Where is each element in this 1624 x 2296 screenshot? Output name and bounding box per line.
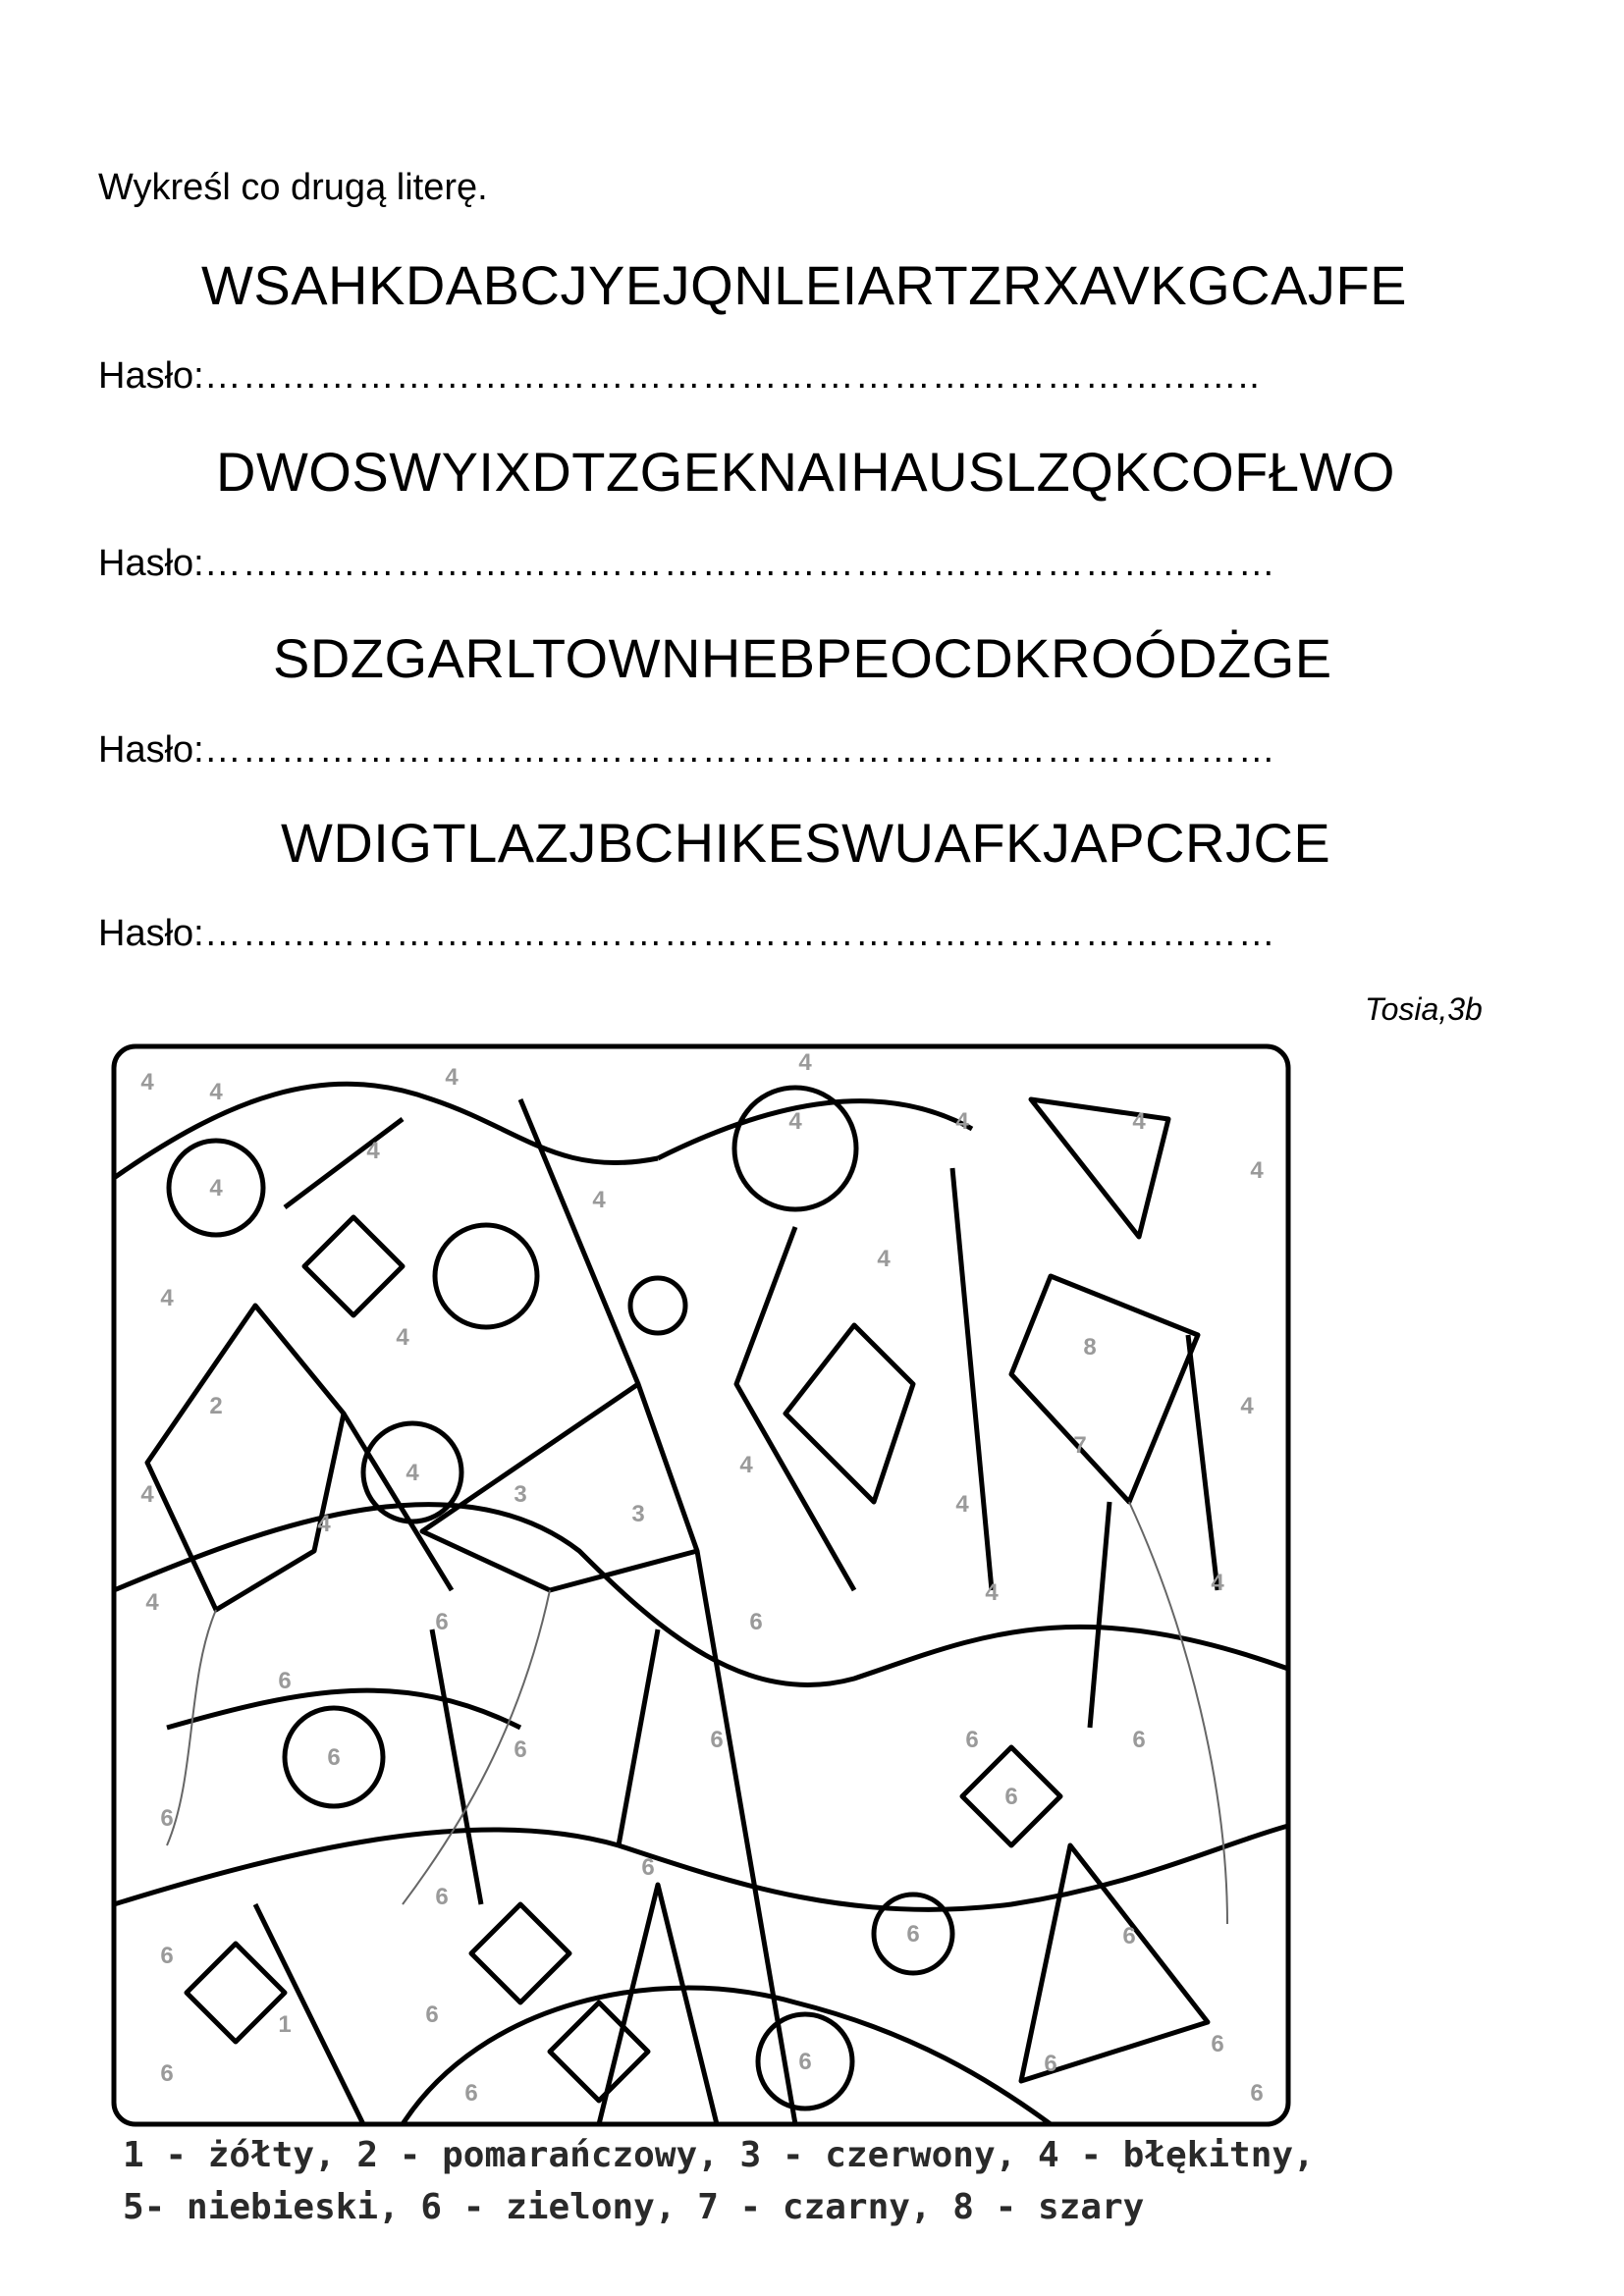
puzzle-letters-1: WSAHKDABCJYEJQNLEIARTZRXAVKGCAJFE	[201, 254, 1407, 316]
region-number: 4	[877, 1246, 891, 1272]
region-number: 4	[317, 1511, 331, 1537]
region-number: 3	[514, 1481, 527, 1508]
region-number: 4	[140, 1069, 154, 1095]
region-number: 4	[955, 1491, 969, 1518]
coloring-picture[interactable]	[108, 1041, 1296, 2130]
region-number: 6	[1132, 1727, 1146, 1753]
region-number: 6	[641, 1854, 655, 1881]
answer-line-4[interactable]	[98, 913, 1276, 955]
answer-line-2[interactable]	[98, 543, 1276, 585]
region-number: 6	[906, 1921, 920, 1948]
region-number: 6	[1004, 1784, 1018, 1810]
answer-label: Hasło:	[98, 729, 204, 771]
region-number: 4	[739, 1452, 753, 1478]
region-number: 6	[965, 1727, 979, 1753]
region-number: 6	[160, 1943, 174, 1969]
region-number: 6	[278, 1668, 292, 1694]
region-number: 4	[798, 1049, 812, 1076]
region-number: 4	[366, 1138, 380, 1164]
region-number: 2	[209, 1393, 223, 1419]
answer-label: Hasło:	[98, 543, 204, 584]
region-number: 4	[985, 1579, 999, 1606]
region-number: 6	[464, 2080, 478, 2107]
region-number: 6	[160, 1805, 174, 1832]
answer-dots: ………………………………………………………………………..	[203, 355, 1261, 397]
puzzle-letters-2: DWOSWYIXDTZGEKNAIHAUSLZQKCOFŁWO	[216, 441, 1395, 503]
region-number: 6	[798, 2049, 812, 2075]
region-number: 6	[160, 2060, 174, 2087]
answer-line-1[interactable]	[98, 355, 1261, 398]
puzzle-letters-3: SDZGARLTOWNHEBPEOCDKROÓDŻGE	[273, 627, 1332, 689]
region-number: 6	[514, 1736, 527, 1763]
region-number: 6	[435, 1609, 449, 1635]
answer-label: Hasło:	[98, 355, 204, 397]
region-number: 4	[1250, 1157, 1264, 1184]
region-number: 4	[592, 1187, 606, 1213]
color-legend-line-2: 5- niebieski, 6 - zielony, 7 - czarny, 8 - szary	[123, 2187, 1145, 2227]
region-number: 6	[1044, 2051, 1057, 2077]
region-number: 4	[1211, 1570, 1224, 1596]
region-number: 4	[140, 1481, 154, 1508]
region-number: 6	[1122, 1923, 1136, 1949]
region-number: 4	[396, 1324, 409, 1351]
color-legend-line-1: 1 - żółty, 2 - pomarańczowy, 3 - czerwony, 4 - błękitny,	[123, 2135, 1315, 2175]
region-number: 4	[1240, 1393, 1254, 1419]
region-number: 6	[1250, 2080, 1264, 2107]
region-number: 6	[749, 1609, 763, 1635]
region-number: 6	[710, 1727, 724, 1753]
region-number: 3	[631, 1501, 645, 1527]
region-number: 1	[278, 2011, 292, 2038]
answer-label: Hasło:	[98, 913, 204, 954]
region-number: 6	[1211, 2031, 1224, 2057]
answer-dots: …………………………………………………………………………	[203, 913, 1276, 954]
region-number: 4	[209, 1175, 223, 1201]
region-number: 4	[145, 1589, 159, 1616]
answer-line-3[interactable]	[98, 729, 1276, 772]
region-number: 4	[1132, 1108, 1146, 1135]
region-number: 8	[1083, 1334, 1097, 1361]
region-number: 4	[955, 1108, 969, 1135]
region-number: 7	[1073, 1432, 1087, 1459]
region-number: 6	[435, 1884, 449, 1910]
answer-dots: …………………………………………………………………………	[203, 729, 1276, 771]
region-number: 6	[327, 1744, 341, 1771]
region-number: 4	[445, 1064, 459, 1091]
region-number: 4	[209, 1079, 223, 1105]
instruction: Wykreśl co drugą literę.	[98, 167, 488, 208]
answer-dots: …………………………………………………………………………	[203, 543, 1276, 584]
region-number: 6	[425, 2002, 439, 2028]
region-number: 4	[160, 1285, 174, 1311]
puzzle-letters-4: WDIGTLAZJBCHIKESWUAFKJAPCRJCE	[281, 812, 1331, 874]
region-number: 4	[406, 1460, 419, 1486]
author-signature: Tosia,3b	[1365, 991, 1483, 1027]
region-number: 4	[788, 1108, 802, 1135]
